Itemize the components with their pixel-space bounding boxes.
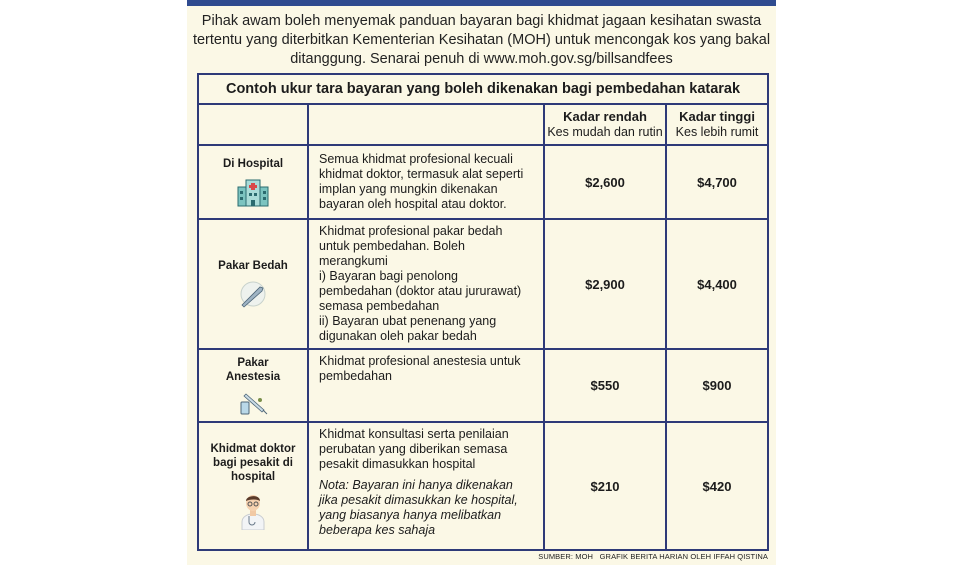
- doctor-icon: [238, 490, 268, 530]
- header-low: Kadar rendah Kes mudah dan rutin: [544, 104, 666, 145]
- low-rate: $2,900: [544, 219, 666, 349]
- table-row: [198, 349, 768, 422]
- fee-table: [197, 73, 769, 551]
- header-row: [198, 104, 768, 145]
- high-rate: $900: [666, 349, 768, 422]
- low-rate: $2,600: [544, 145, 666, 219]
- intro-text: Pihak awam boleh menyemak panduan bayaran bagi khidmat jagaan kesihatan swasta tertentu yang diterbitkan Kementerian Kesihatan (MOH) untuk mencongak kos yang bakal ditanggung. Senarai penuh di www.moh.gov.sg/billsandfees: [192, 13, 771, 67]
- table-row: [198, 422, 768, 550]
- row-description: Khidmat konsultasi serta penilaian perubatan yang diberikan semasa pesakit dimasukkan hospital Nota: Bayaran ini hanya dikenakan jika pesakit dimasukkan ke hospital, yang biasanya hanya melibatkan beberapa kes sahaja: [308, 422, 544, 550]
- row-label-cell: Khidmat doktor bagi pesakit di hospital: [198, 422, 308, 550]
- source-credit: SUMBER: MOH GRAFIK BERITA HARIAN OLEH IFFAH QISTINA: [538, 552, 768, 561]
- low-rate: $550: [544, 349, 666, 422]
- table-row: [198, 145, 768, 219]
- scalpel-icon: [236, 279, 270, 309]
- syringe-icon: [236, 390, 270, 416]
- row-description: Semua khidmat profesional kecuali khidmat doktor, termasuk alat seperti implan yang mungkin dikenakan bayaran oleh hospital atau doktor.: [308, 145, 544, 219]
- high-rate: $4,700: [666, 145, 768, 219]
- high-rate: $4,400: [666, 219, 768, 349]
- row-label-cell: Pakar Bedah: [198, 219, 308, 349]
- hospital-icon: [236, 177, 270, 207]
- low-rate: $210: [544, 422, 666, 550]
- infographic-panel: [187, 0, 776, 565]
- row-description: Khidmat profesional anestesia untuk pembedahan: [308, 349, 544, 422]
- header-empty: [198, 104, 308, 145]
- row-label-cell: Di Hospital: [198, 145, 308, 219]
- header-high: Kadar tinggi Kes lebih rumit: [666, 104, 768, 145]
- table-title: Contoh ukur tara bayaran yang boleh dikenakan bagi pembedahan katarak: [198, 74, 768, 104]
- high-rate: $420: [666, 422, 768, 550]
- top-bar: [187, 0, 776, 6]
- row-description: Khidmat profesional pakar bedah untuk pembedahan. Boleh merangkumi i) Bayaran bagi penolong pembedahan (doktor atau jururawat) semasa pembedahan ii) Bayaran ubat penenang yang digunakan oleh pakar bedah: [308, 219, 544, 349]
- row-label-cell: Pakar Anestesia: [198, 349, 308, 422]
- table-row: [198, 219, 768, 349]
- header-empty: [308, 104, 544, 145]
- row-note: Nota: Bayaran ini hanya dikenakan jika pesakit dimasukkan ke hospital, yang biasanya hanya melibatkan beberapa kes sahaja: [319, 478, 518, 537]
